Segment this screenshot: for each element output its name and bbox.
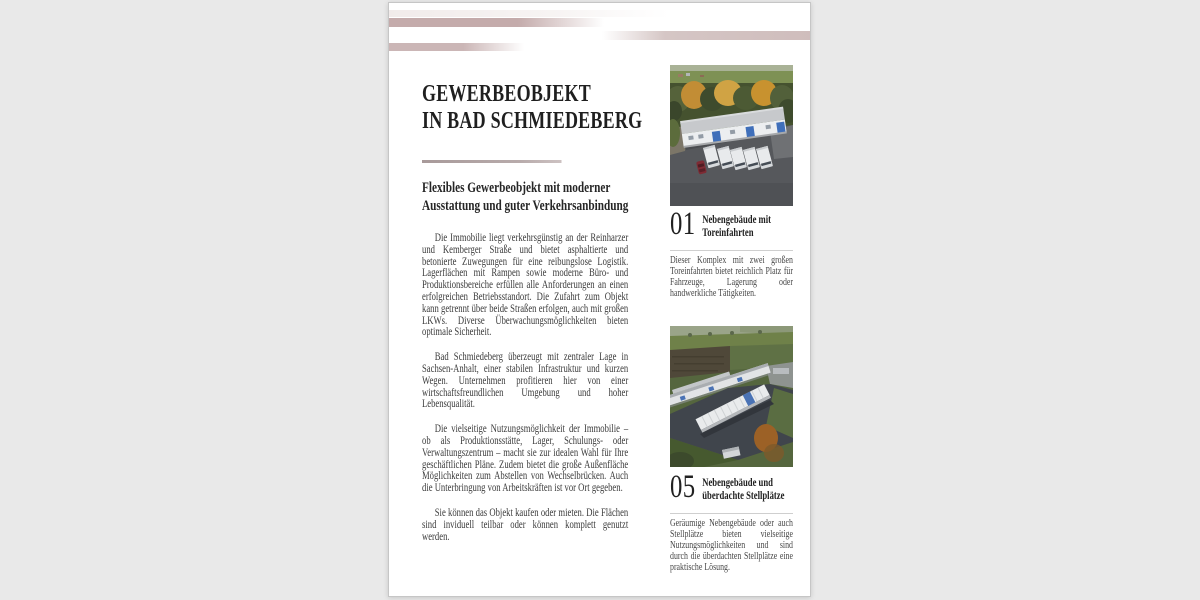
section-2-number: 05: [670, 469, 696, 505]
section-2-header: [670, 471, 793, 504]
main-text-column: [422, 3, 643, 597]
section-1-caption: Dieser Komplex mit zwei großen Toreinfahrten bietet reichlich Platz für Fahrzeuge, Lagerung oder handwerkliche Tätigkeiten.: [670, 255, 793, 299]
section-2-divider: [670, 513, 793, 514]
subtitle: Flexibles Gewerbeobjekt mit moderner Ausstattung und guter Verkehrsanbindung: [422, 180, 629, 214]
page-title-line2: IN BAD SCHMIEDEBERG: [422, 108, 643, 134]
body-paragraph-1: Die Immobilie liegt verkehrsgünstig an der Reinharzer und Kemberger Straße und bietet asphaltierte und betonierte Zuwegungen für eine reibungslose Logistik. Lagerflächen mit Rampen sowie moderne Büro- und Produktionsbereiche erfüllen alle Anforderungen an einen erfolgreichen Betriebsstandort. Die Zufahrt zum Objekt kann getrennt über beide Straßen erfolgen, auch mit großen LKWs. Diverse Überwachungsmöglichkeiten bieten optimale Sicherheit.: [422, 232, 629, 339]
page-title: [422, 81, 642, 135]
page-title-line1: GEWERBEOBJEKT: [422, 81, 591, 107]
body-paragraphs: [422, 233, 628, 556]
section-1-heading: Nebengebäude mit Toreinfahrten: [702, 214, 772, 239]
body-paragraph-4: Sie können das Objekt kaufen oder mieten. Die Flächen sind inviduell teilbar oder können komplett genutzt werden.: [422, 506, 629, 543]
section-1-number: 01: [670, 206, 696, 242]
section-2-caption: Geräumige Nebengebäude oder auch Stellplätze bieten vielseitige Nutzungsmöglichkeiten und sind durch die überdachten Stellplätze eine praktische Lösung.: [670, 518, 793, 573]
section-1-header: [670, 208, 793, 241]
body-paragraph-3: Die vielseitige Nutzungsmöglichkeit der Immobilie – ob als Produktionsstätte, Lager, Schulungs- oder Verwaltungszentrum – macht sie zur idealen Wahl für Ihre geschäftlichen Pläne. Zudem bietet die große Außenfläche Möglichkeiten zum Abstellen von Wechselbrücken. Auch die Unterbringung von Arbeitskräften ist vor Ort gegeben.: [422, 423, 629, 495]
body-paragraph-2: Bad Schmiedeberg überzeugt mit zentraler Lage in Sachsen-Anhalt, einer stabilen Infrastruktur und kurzen Wegen. Unternehmen profitieren hier von einer wirtschaftsfreundlichen Umgebung und hoher Lebensqualität.: [422, 351, 629, 411]
title-divider: [422, 160, 562, 163]
section-2-heading: Nebengebäude und überdachte Stellplätze: [702, 477, 785, 502]
section-1-divider: [670, 250, 793, 251]
sidebar-column: [670, 3, 793, 597]
brochure-page: [388, 2, 811, 597]
